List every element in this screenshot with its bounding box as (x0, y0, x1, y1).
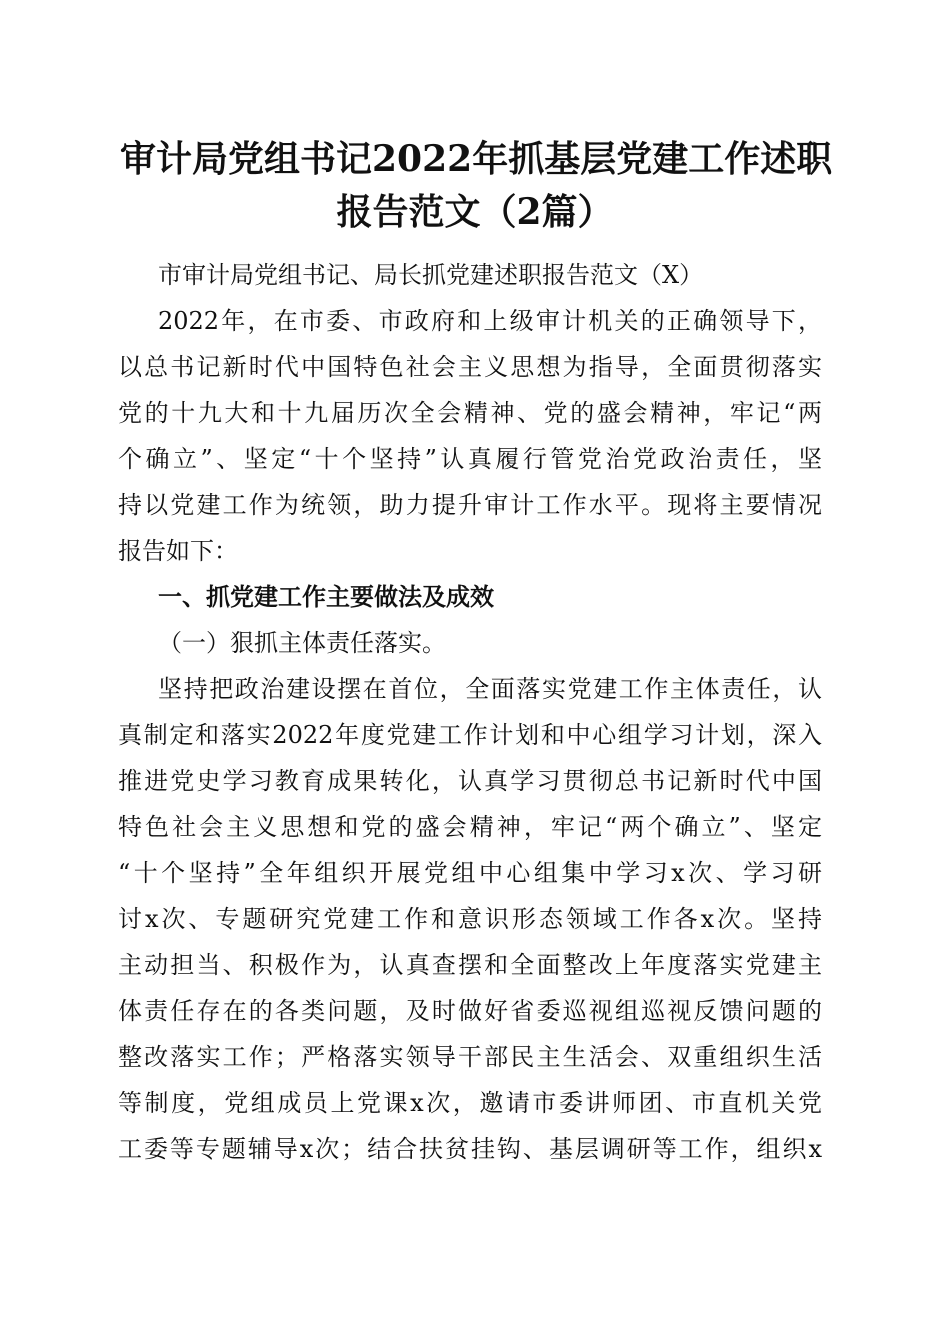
section-heading: 一、抓党建工作主要做法及成效 (158, 583, 494, 611)
paragraph-line: 报告如下： (118, 537, 238, 565)
paragraph-line: 讨x次、专题研究党建工作和意识形态领域工作各x次。坚持 (118, 905, 822, 933)
paragraph-line: 整改落实工作；严格落实领导干部民主生活会、双重组织生活 (118, 1043, 822, 1071)
paragraph-line: 工委等专题辅导x次；结合扶贫挂钩、基层调研等工作，组织x (118, 1135, 822, 1163)
paragraph-line: 党的十九大和十九届历次全会精神、党的盛会精神，牢记“两 (118, 399, 822, 427)
paragraph-line: 持以党建工作为统领，助力提升审计工作水平。现将主要情况 (118, 491, 822, 519)
paragraph-line: 主动担当、积极作为，认真查摆和全面整改上年度落实党建主 (118, 951, 822, 979)
document-title-line-1: 审计局党组书记2022年抓基层党建工作述职 (120, 138, 833, 180)
paragraph-line: 推进党史学习教育成果转化，认真学习贯彻总书记新时代中国 (118, 767, 822, 795)
paragraph-line: 等制度，党组成员上党课x次，邀请市委讲师团、市直机关党 (118, 1089, 822, 1117)
paragraph-line: 体责任存在的各类问题，及时做好省委巡视组巡视反馈问题的 (118, 997, 822, 1025)
document-title-line-2: 报告范文（2篇） (336, 191, 614, 233)
paragraph-line: 2022年，在市委、市政府和上级审计机关的正确领导下， (158, 307, 822, 335)
paragraph-line: 以总书记新时代中国特色社会主义思想为指导，全面贯彻落实 (118, 353, 822, 381)
report-subtitle: 市审计局党组书记、局长抓党建述职报告范文（X） (158, 261, 704, 289)
subsection-heading: （一）狠抓主体责任落实。 (158, 629, 446, 657)
paragraph-line: 真制定和落实2022年度党建工作计划和中心组学习计划，深入 (118, 721, 822, 749)
paragraph-line: “十个坚持”全年组织开展党组中心组集中学习x次、学习研 (118, 859, 822, 887)
paragraph-line: 个确立”、坚定“十个坚持”认真履行管党治党政治责任，坚 (118, 445, 822, 473)
paragraph-line: 特色社会主义思想和党的盛会精神，牢记“两个确立”、坚定 (118, 813, 822, 841)
paragraph-line: 坚持把政治建设摆在首位，全面落实党建工作主体责任，认 (158, 675, 822, 703)
